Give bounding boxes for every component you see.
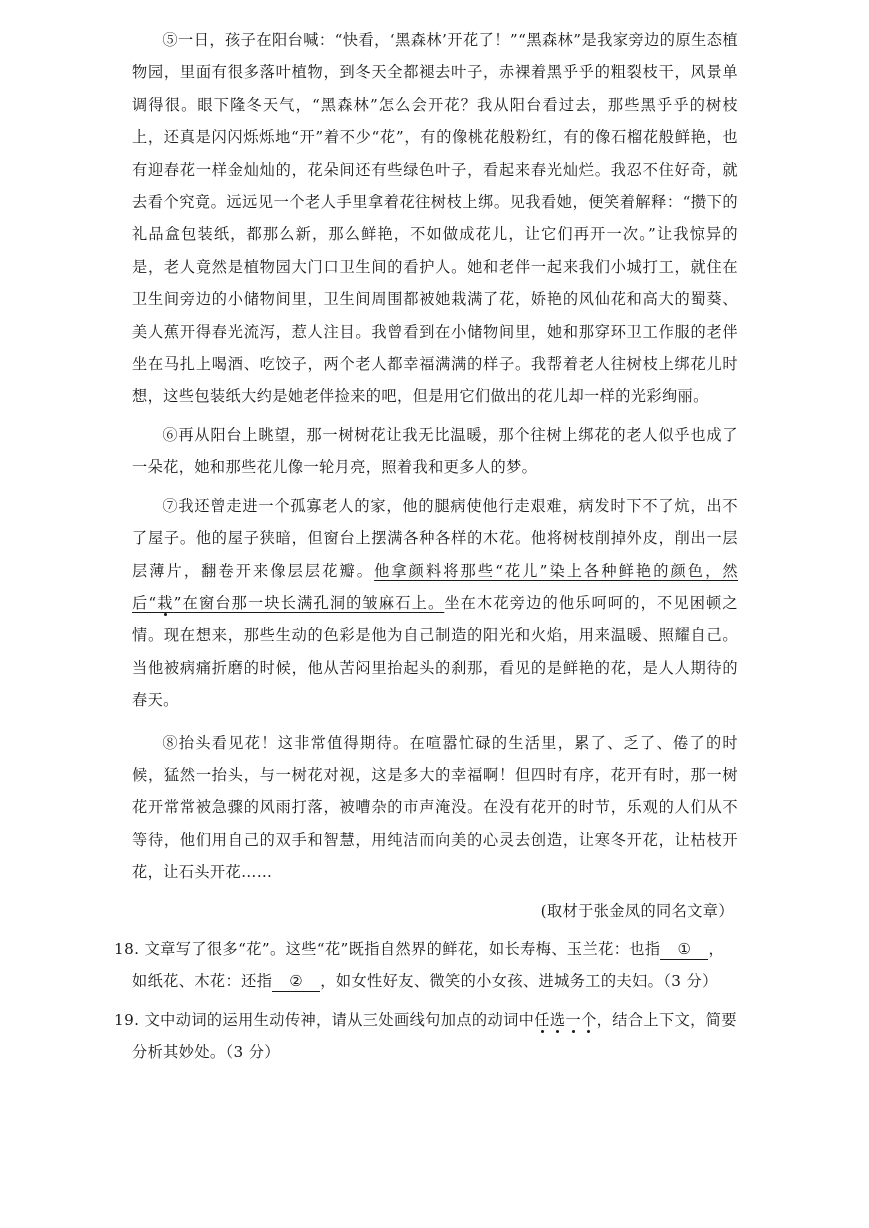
question-18-continuation [114,965,738,997]
dotted-verb: 栽 [156,593,174,612]
question-18-text-b: ， [708,939,725,958]
question-18-text-a: 18. 文章写了很多“花”。这些“花”既指自然界的鲜花，如长寿梅、玉兰花：也指 [114,939,661,958]
dotted-char-1: 任 [534,1010,550,1029]
question-19-continuation: 分析其妙处。（3 分） [132,1043,280,1062]
paragraph-7-text-a: ⑦我还曾走进一个孤寡老人的家，他的腿病使他行走艰难，病发时下不了炕，出不了屋子。他的屋子狭暗，但窗台上摆满各种各样的木花。他将树枝削掉外皮，削出一层层薄片，翻卷开来像层层花瓣。 [132,496,738,580]
question-18 [114,933,738,998]
source-citation: (取材于张金凤的同名文章） [540,901,734,920]
answer-blank-1[interactable]: ① [660,939,708,960]
underlined-part-1: 他拿颜料将那些“花儿”染上各种鲜艳的颜色，然后“ [132,561,738,612]
dotted-char-4: 个 [581,1010,597,1029]
dotted-char-2: 选 [549,1010,566,1029]
paragraph-6: ⑥再从阳台上眺望，那一树树花让我无比温暖，那个往树上绑花的老人似乎也成了一朵花，她和那些花儿像一轮月亮，照着我和更多人的梦。 [132,425,738,477]
paragraph-5: ⑤一日，孩子在阳台喊：“快看，‘黑森林’开花了！”“黑森林”是我家旁边的原生态植物园，里面有很多落叶植物，到冬天全都褪去叶子，赤裸着黑乎乎的粗裂枝干，风景单调得很。眼下隆冬天气，“黑森林”怎么会开花？我从阳台看过去，那些黑乎乎的树枝上，还真是闪闪烁烁地“开”着不少“花”，有的像桃花般粉红，有的像石榴花般鲜艳，也有迎春花一样金灿灿的，花朵间还有些绿色叶子，看起来春光灿烂。我忍不住好奇，就去看个究竟。远远见一个老人手里拿着花往树枝上绑。见我看她，便笑着解释：“攒下的礼品盒包装纸，都那么新，那么鲜艳，不如做成花儿，让它们再开一次。”让我惊异的是，老人竟然是植物园大门口卫生间的看护人。她和老伴一起来我们小城打工，就住在卫生间旁边的小储物间里，卫生间周围都被她栽满了花，娇艳的风仙花和高大的蜀葵、美人蕉开得春光流泻，惹人注目。我曾看到在小储物间里，她和那穿环卫工作服的老伴坐在马扎上喝酒、吃饺子，两个老人都幸福满满的样子。我帮着老人往树枝上绑花儿时想，这些包装纸大约是她老伴捡来的吧，但是用它们做出的花儿却一样的光彩绚丽。 [132,31,738,406]
question-19 [114,1004,738,1069]
paragraph-7-text-b: 坐在木花旁边的他乐呵呵的，不见困顿之情。现在想来，那些生动的色彩是他为自己制造的阳光和火焰，用来温暖、照耀自己。当他被病痛折磨的时候，他从苦闷里抬起头的刹那，看见的是鲜艳的花，是人人期待的春天。 [132,593,738,710]
answer-blank-2[interactable]: ② [272,971,320,992]
document-page [114,24,738,1069]
dotted-char-3: 一 [565,1010,582,1029]
underlined-part-2: ”在窗台那一块长满孔洞的皱麻石上。 [173,593,445,612]
question-18-text-c: 如纸花、木花：还指 [132,972,273,991]
question-19-text-b: ，结合上下文，简要 [596,1010,737,1029]
question-19-text-a: 19. 文中动词的运用生动传神，请从三处画线句加点的动词中 [114,1010,535,1029]
paragraph-8: ⑧抬头看见花！这非常值得期待。在喧嚣忙碌的生活里，累了、乏了、倦了的时候，猛然一抬头，与一树花对视，这是多大的幸福啊！但四时有序，花开有时，那一树花开常常被急骤的风雨打落，被嘈杂的市声淹没。在没有花开的时节，乐观的人们从不等待，他们用自己的双手和智慧，用纯洁而向美的心灵去创造，让寒冬开花，让枯枝开花，让石头开花…… [132,733,738,882]
question-18-text-d: ，如女性好友、微笑的小女孩、进城务工的夫妇。（3 分） [320,972,718,991]
paragraph-7 [132,490,738,717]
